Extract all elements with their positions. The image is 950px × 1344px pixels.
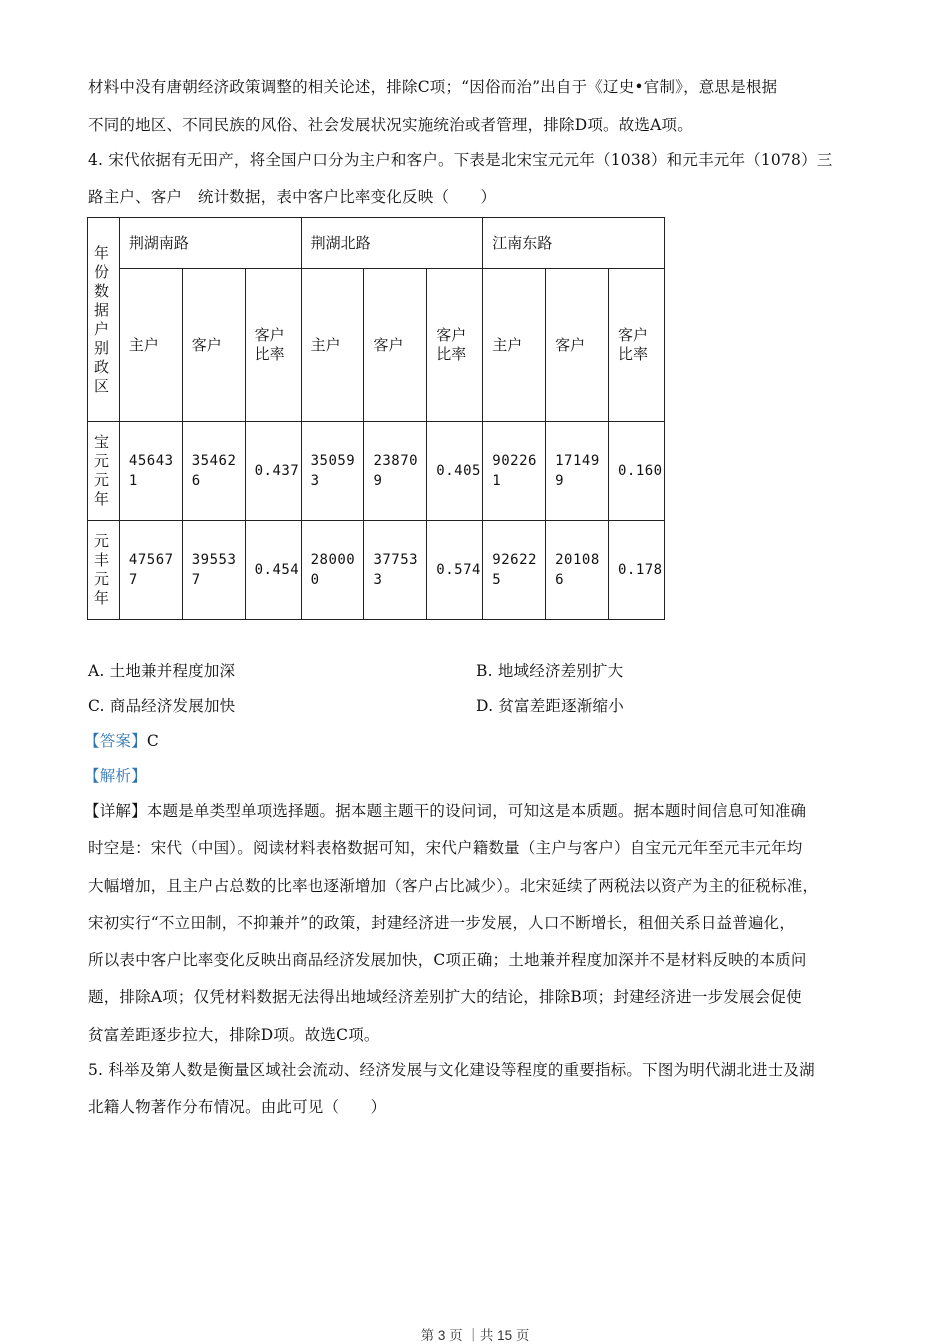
- region-header-jinghu-south: 荆湖南路: [119, 218, 301, 269]
- intro-line-1: 材料中没有唐朝经济政策调整的相关论述，排除C项；“因俗而治”出自于《辽史•官制》，意思是根据: [88, 78, 778, 96]
- table-cell: 395537: [182, 521, 245, 620]
- table-cell: 238709: [364, 422, 427, 521]
- answer-label: 【答案】: [84, 732, 147, 750]
- table-cell: 280000: [301, 521, 364, 620]
- table-cell: 0.454: [245, 521, 301, 620]
- question-5-stem-line-2: 北籍人物著作分布情况。由此可见（ ）: [88, 1098, 387, 1116]
- year-cell: 元丰元年: [88, 521, 120, 620]
- table-cell: 902261: [483, 422, 546, 521]
- table-cell: 926225: [483, 521, 546, 620]
- detail-line-5: 所以表中客户比率变化反映出商品经济发展加快，C项正确；土地兼并程度加深并不是材料反映的本质问: [88, 951, 807, 969]
- table-header-row-regions: [88, 218, 665, 269]
- answer-value: C: [146, 732, 159, 750]
- question-4-stem-line-2: 路主户、客户 统计数据，表中客户比率变化反映（ ）: [88, 188, 497, 206]
- detail-line-1: 【详解】本题是单类型单项选择题。据本题主题干的设问词，可知这是本质题。据本题时间信息可知准确: [84, 802, 807, 820]
- household-statistics-table: [87, 217, 665, 620]
- question-5-stem-line-1: 5. 科举及第人数是衡量区域社会流动、经济发展与文化建设等程度的重要指标。下图为明代湖北进士及湖: [88, 1061, 815, 1079]
- detail-line-3: 大幅增加，且主户占总数的比率也逐渐增加（客户占比减少）。北宋延续了两税法以资产为主的征税标准，: [88, 877, 819, 895]
- option-b: B. 地域经济差别扩大: [476, 662, 624, 680]
- table-cell: 0.178: [608, 521, 664, 620]
- corner-header-cell: 年份数据户别政区: [88, 218, 120, 422]
- sub-header-cell: 客户: [182, 269, 245, 422]
- page-footer: 第 3 页 ｜共 15 页: [420, 1328, 530, 1343]
- region-header-jinghu-north: 荆湖北路: [301, 218, 483, 269]
- question-4-stem-line-1: 4. 宋代依据有无田产，将全国户口分为主户和客户。下表是北宋宝元元年（1038）和元丰元年（1078）三: [88, 151, 833, 169]
- table-cell: 354626: [182, 422, 245, 521]
- option-a: A. 土地兼并程度加深: [88, 662, 236, 680]
- table-cell: 456431: [119, 422, 182, 521]
- table-cell: 0.437: [245, 422, 301, 521]
- table-cell: 377533: [364, 521, 427, 620]
- table-header-row-types: [88, 269, 665, 422]
- sub-header-cell: 客户比率: [427, 269, 483, 422]
- sub-header-cell: 主户: [119, 269, 182, 422]
- detail-line-6: 题，排除A项；仅凭材料数据无法得出地域经济差别扩大的结论，排除B项；封建经济进一步发展会促使: [88, 988, 802, 1006]
- sub-header-cell: 主户: [483, 269, 546, 422]
- table-cell: 350593: [301, 422, 364, 521]
- answer-line: [84, 731, 159, 751]
- region-header-jiangnan-east: 江南东路: [483, 218, 665, 269]
- table-row: [88, 422, 665, 521]
- detail-line-7: 贫富差距逐步拉大，排除D项。故选C项。: [88, 1026, 380, 1044]
- table-cell: 475677: [119, 521, 182, 620]
- table-cell: 171499: [546, 422, 609, 521]
- table-row: [88, 521, 665, 620]
- option-d: D. 贫富差距逐渐缩小: [476, 697, 624, 715]
- table-cell: 0.574: [427, 521, 483, 620]
- sub-header-cell: 客户比率: [245, 269, 301, 422]
- table-cell: 0.405: [427, 422, 483, 521]
- detail-line-2: 时空是：宋代（中国）。阅读材料表格数据可知，宋代户籍数量（主户与客户）自宝元元年至元丰元年均: [88, 839, 803, 857]
- detail-line-4: 宋初实行“不立田制，不抑兼并”的政策，封建经济进一步发展，人口不断增长，租佃关系日益普遍化，: [88, 914, 796, 932]
- table-cell: 0.160: [608, 422, 664, 521]
- sub-header-cell: 客户比率: [608, 269, 664, 422]
- table-cell: 201086: [546, 521, 609, 620]
- sub-header-cell: 客户: [546, 269, 609, 422]
- detail-label: 【详解】: [84, 802, 147, 820]
- sub-header-cell: 主户: [301, 269, 364, 422]
- sub-header-cell: 客户: [364, 269, 427, 422]
- analysis-label: 【解析】: [84, 767, 147, 785]
- option-c: C. 商品经济发展加快: [88, 697, 236, 715]
- intro-line-2: 不同的地区、不同民族的风俗、社会发展状况实施统治或者管理，排除D项。故选A项。: [88, 116, 693, 134]
- year-cell: 宝元元年: [88, 422, 120, 521]
